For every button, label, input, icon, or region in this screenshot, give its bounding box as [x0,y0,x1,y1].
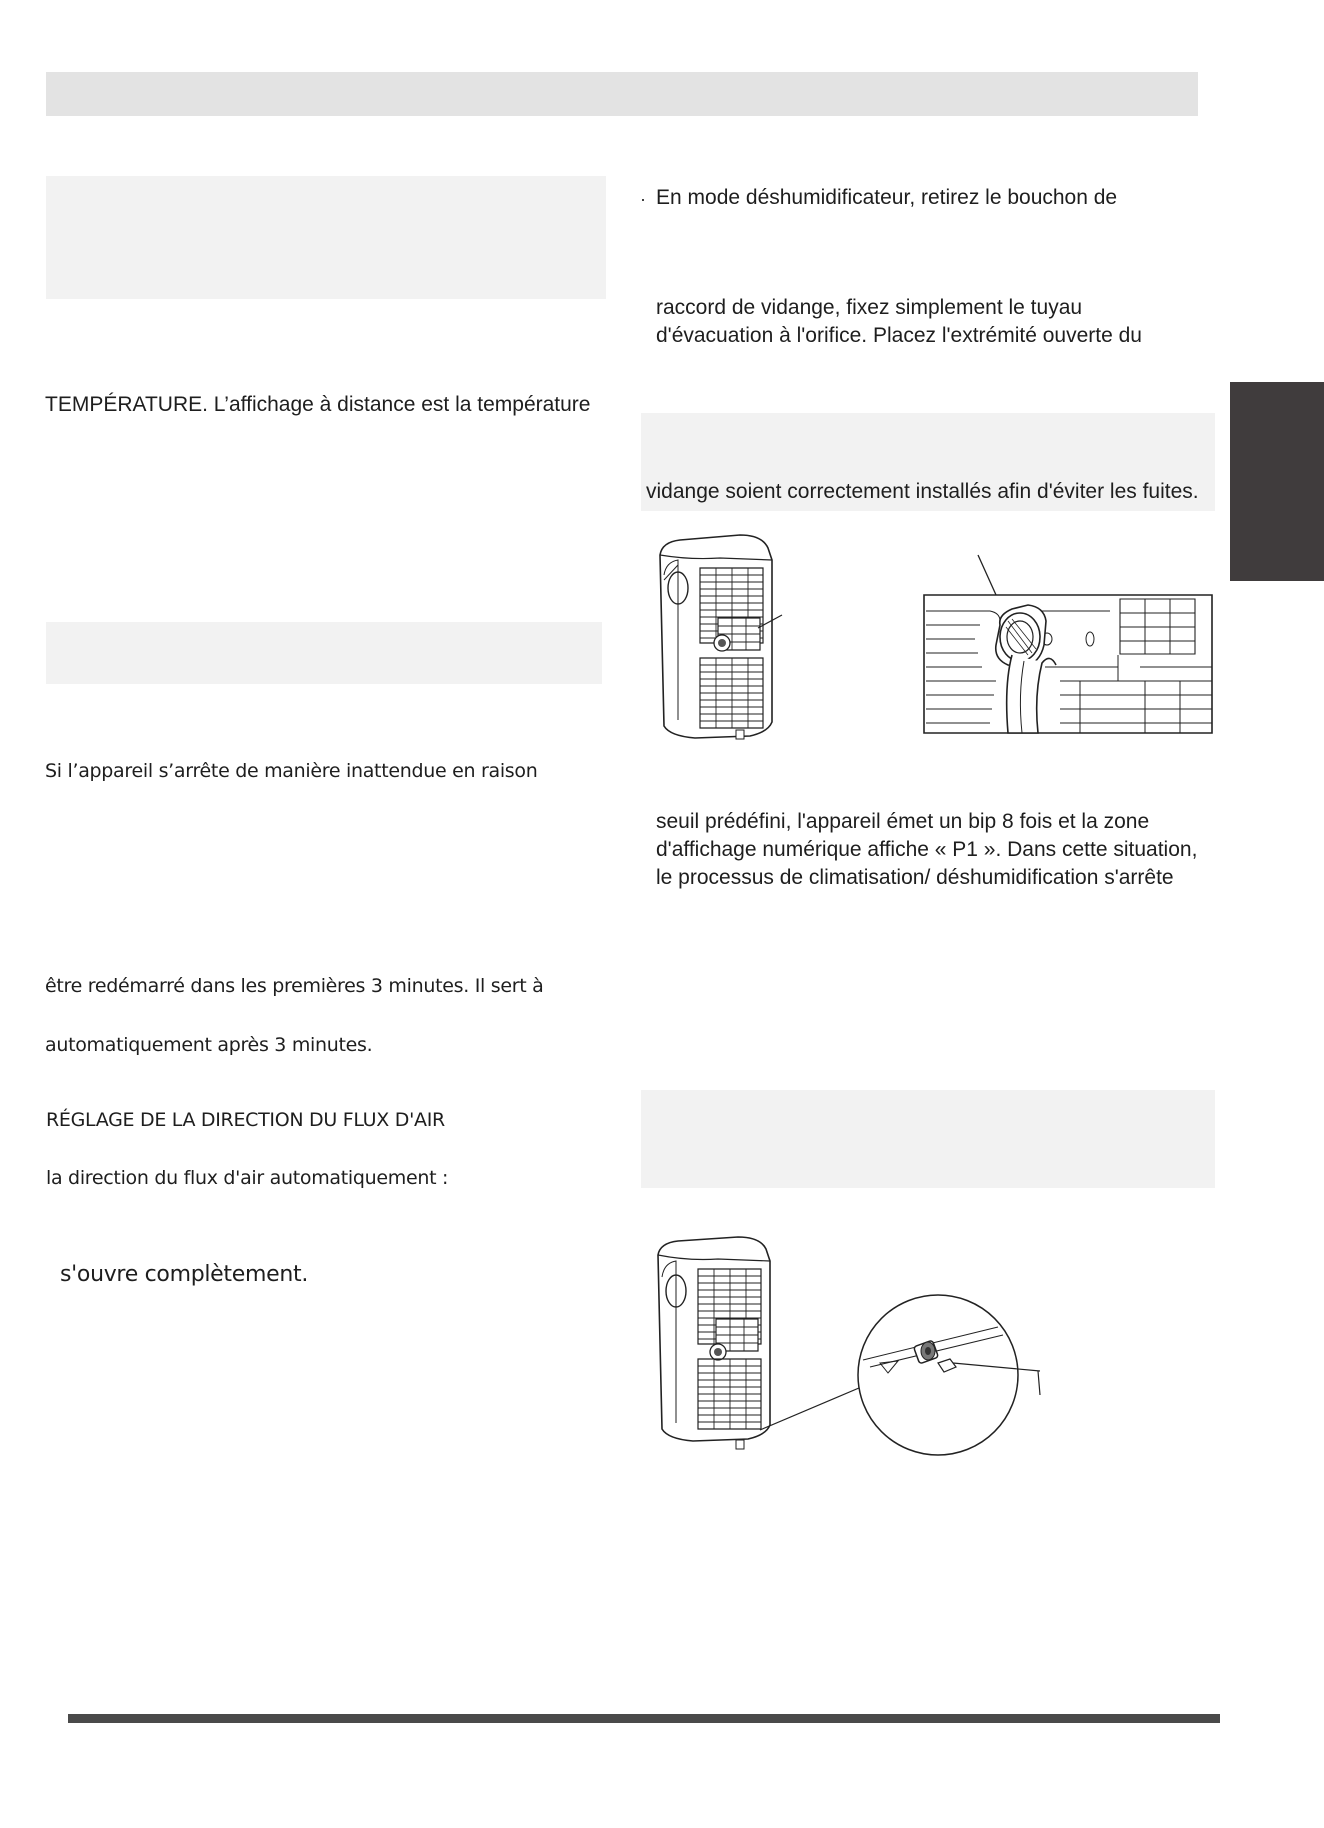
drain-plug-figure [648,1235,1048,1455]
note-panel-top [46,176,606,299]
louver-text: s'ouvre complètement. [60,1262,309,1287]
dehumid-text: En mode déshumidificateur, retirez le bouchon de [656,186,1118,209]
restart-text-1: être redémarré dans les premières 3 minutes. Il sert à [45,975,544,997]
airflow-text: la direction du flux d'air automatiquement : [46,1167,449,1189]
header-band [46,72,1198,116]
footer-rule [68,1714,1220,1723]
drain-hose-unit-figure [650,530,780,745]
drain-text-1: raccord de vidange, fixez simplement le tuyau [656,296,1083,319]
airflow-heading: RÉGLAGE DE LA DIRECTION DU FLUX D'AIR [46,1109,445,1131]
p1-text-2: d'affichage numérique affiche « P1 ». Dans cette situation, [656,838,1198,861]
drain-hose-detail-figure [920,555,1216,735]
warning-text: vidange soient correctement installés afin d'éviter les fuites. [646,480,1199,503]
drain-text-2: d'évacuation à l'orifice. Placez l'extrémité ouverte du [656,324,1142,347]
note-panel-lower [641,1090,1215,1188]
shutdown-text: Si l’appareil s’arrête de manière inattendue en raison [45,760,538,782]
p1-text-1: seuil prédéfini, l'appareil émet un bip 8 fois et la zone [656,810,1150,833]
note-panel-middle [46,622,602,684]
bullet: · [640,189,646,209]
restart-text-2: automatiquement après 3 minutes. [45,1034,373,1056]
section-side-tab [1230,382,1324,581]
p1-text-3: le processus de climatisation/ déshumidification s'arrête [656,866,1174,889]
temperature-text: TEMPÉRATURE. L’affichage à distance est la température [45,393,591,416]
